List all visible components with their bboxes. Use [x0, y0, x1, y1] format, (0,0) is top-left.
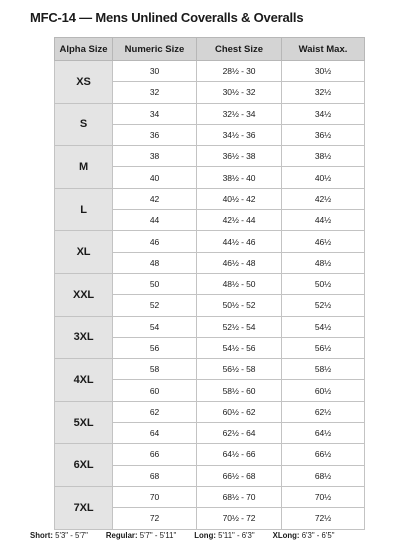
chest-size-cell: 56½ - 58 [197, 359, 282, 380]
numeric-size-cell: 42 [113, 188, 197, 209]
waist-max-cell: 30½ [282, 61, 365, 82]
alpha-size-cell: S [55, 103, 113, 146]
alpha-size-cell: 3XL [55, 316, 113, 359]
chest-size-cell: 54½ - 56 [197, 337, 282, 358]
numeric-size-cell: 66 [113, 444, 197, 465]
chest-size-cell: 50½ - 52 [197, 295, 282, 316]
length-legend-value: 6'3" - 6'5" [301, 531, 335, 540]
numeric-size-cell: 62 [113, 401, 197, 422]
waist-max-cell: 52½ [282, 295, 365, 316]
length-legend-label: Short: [30, 531, 53, 540]
alpha-size-cell: 7XL [55, 486, 113, 529]
waist-max-cell: 46½ [282, 231, 365, 252]
numeric-size-cell: 70 [113, 486, 197, 507]
header-waist-max: Waist Max. [282, 38, 365, 61]
waist-max-cell: 70½ [282, 486, 365, 507]
length-legend-item [30, 531, 88, 540]
waist-max-cell: 48½ [282, 252, 365, 273]
waist-max-cell: 72½ [282, 508, 365, 529]
numeric-size-cell: 72 [113, 508, 197, 529]
header-alpha-size: Alpha Size [55, 38, 113, 61]
numeric-size-cell: 38 [113, 146, 197, 167]
chest-size-cell: 58½ - 60 [197, 380, 282, 401]
length-legend-label: XLong: [272, 531, 300, 540]
numeric-size-cell: 68 [113, 465, 197, 486]
waist-max-cell: 42½ [282, 188, 365, 209]
alpha-size-cell: 6XL [55, 444, 113, 487]
numeric-size-cell: 54 [113, 316, 197, 337]
chest-size-cell: 40½ - 42 [197, 188, 282, 209]
alpha-size-cell: 5XL [55, 401, 113, 444]
chest-size-cell: 66½ - 68 [197, 465, 282, 486]
table-row [55, 316, 365, 337]
chest-size-cell: 34½ - 36 [197, 124, 282, 145]
alpha-size-cell: 4XL [55, 359, 113, 402]
length-legend-label: Long: [194, 531, 216, 540]
waist-max-cell: 50½ [282, 273, 365, 294]
chest-size-cell: 48½ - 50 [197, 273, 282, 294]
table-row [55, 231, 365, 252]
waist-max-cell: 68½ [282, 465, 365, 486]
alpha-size-cell: L [55, 188, 113, 231]
numeric-size-cell: 48 [113, 252, 197, 273]
table-row [55, 444, 365, 465]
waist-max-cell: 62½ [282, 401, 365, 422]
waist-max-cell: 66½ [282, 444, 365, 465]
table-row [55, 103, 365, 124]
waist-max-cell: 36½ [282, 124, 365, 145]
chest-size-cell: 38½ - 40 [197, 167, 282, 188]
numeric-size-cell: 30 [113, 61, 197, 82]
table-body [55, 61, 365, 530]
alpha-size-cell: XL [55, 231, 113, 274]
waist-max-cell: 44½ [282, 210, 365, 231]
alpha-size-cell: XXL [55, 273, 113, 316]
length-legend [30, 531, 410, 540]
chest-size-cell: 42½ - 44 [197, 210, 282, 231]
waist-max-cell: 54½ [282, 316, 365, 337]
numeric-size-cell: 32 [113, 82, 197, 103]
waist-max-cell: 56½ [282, 337, 365, 358]
length-legend-value: 5'3" - 5'7" [55, 531, 88, 540]
length-legend-item [194, 531, 254, 540]
waist-max-cell: 38½ [282, 146, 365, 167]
chest-size-cell: 36½ - 38 [197, 146, 282, 167]
length-legend-item [273, 531, 335, 540]
table-header-row [55, 38, 365, 61]
table-row [55, 273, 365, 294]
numeric-size-cell: 34 [113, 103, 197, 124]
waist-max-cell: 64½ [282, 423, 365, 444]
waist-max-cell: 34½ [282, 103, 365, 124]
table-row [55, 401, 365, 422]
size-chart-table [54, 37, 365, 530]
chest-size-cell: 68½ - 70 [197, 486, 282, 507]
numeric-size-cell: 64 [113, 423, 197, 444]
numeric-size-cell: 60 [113, 380, 197, 401]
chest-size-cell: 32½ - 34 [197, 103, 282, 124]
page-title: MFC-14 — Mens Unlined Coveralls & Overalls [30, 10, 304, 25]
numeric-size-cell: 40 [113, 167, 197, 188]
numeric-size-cell: 44 [113, 210, 197, 231]
numeric-size-cell: 52 [113, 295, 197, 316]
chest-size-cell: 70½ - 72 [197, 508, 282, 529]
header-chest-size: Chest Size [197, 38, 282, 61]
chest-size-cell: 30½ - 32 [197, 82, 282, 103]
waist-max-cell: 58½ [282, 359, 365, 380]
table-row [55, 188, 365, 209]
length-legend-value: 5'11" - 6'3" [218, 531, 255, 540]
chest-size-cell: 62½ - 64 [197, 423, 282, 444]
table-row [55, 146, 365, 167]
alpha-size-cell: XS [55, 61, 113, 104]
header-numeric-size: Numeric Size [113, 38, 197, 61]
waist-max-cell: 40½ [282, 167, 365, 188]
length-legend-item [106, 531, 176, 540]
numeric-size-cell: 56 [113, 337, 197, 358]
length-legend-value: 5'7" - 5'11" [139, 531, 177, 540]
chest-size-cell: 60½ - 62 [197, 401, 282, 422]
chest-size-cell: 44½ - 46 [197, 231, 282, 252]
numeric-size-cell: 50 [113, 273, 197, 294]
waist-max-cell: 60½ [282, 380, 365, 401]
table-row [55, 359, 365, 380]
numeric-size-cell: 58 [113, 359, 197, 380]
numeric-size-cell: 36 [113, 124, 197, 145]
alpha-size-cell: M [55, 146, 113, 189]
length-legend-label: Regular: [105, 531, 138, 540]
table-row [55, 61, 365, 82]
chest-size-cell: 46½ - 48 [197, 252, 282, 273]
chest-size-cell: 28½ - 30 [197, 61, 282, 82]
chest-size-cell: 52½ - 54 [197, 316, 282, 337]
waist-max-cell: 32½ [282, 82, 365, 103]
chest-size-cell: 64½ - 66 [197, 444, 282, 465]
numeric-size-cell: 46 [113, 231, 197, 252]
table-row [55, 486, 365, 507]
